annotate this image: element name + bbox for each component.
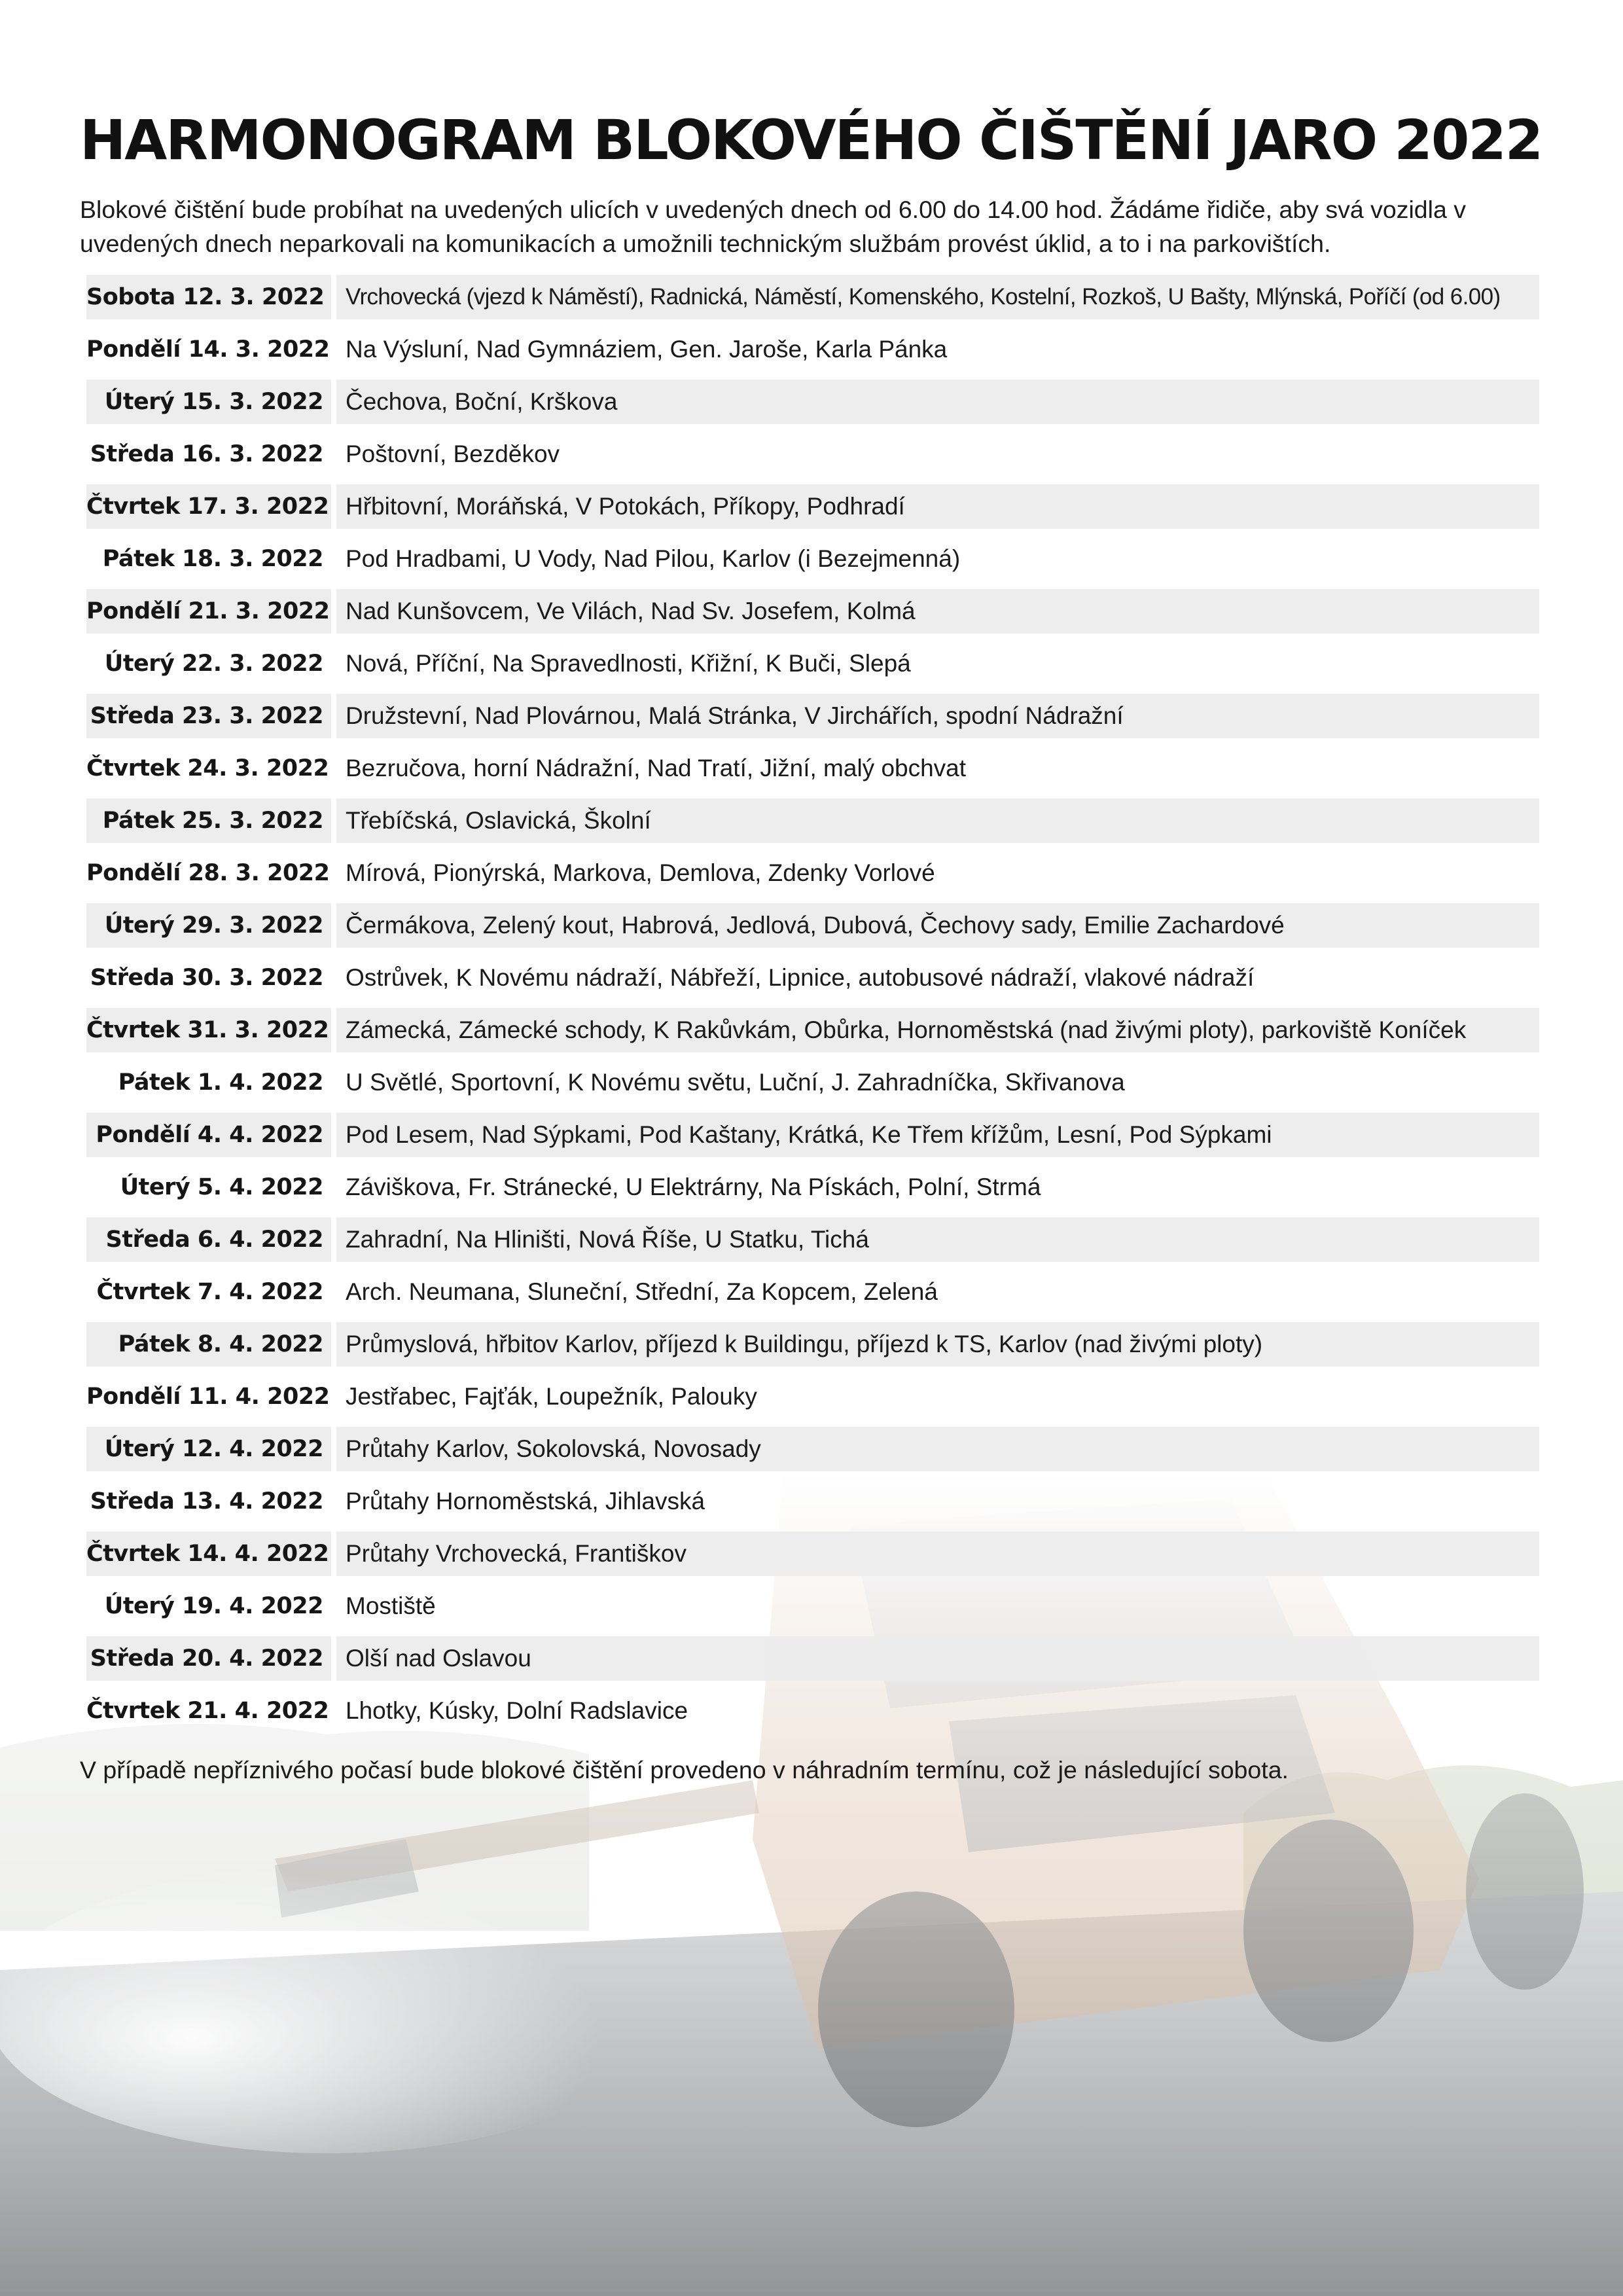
schedule-date: Středa 23. 3. 2022 [90, 703, 323, 729]
table-row [86, 1164, 1539, 1217]
table-row [86, 536, 1539, 588]
table-row [86, 1112, 1539, 1164]
schedule-streets: U Světlé, Sportovní, K Novému světu, Luční, J. Zahradníčka, Skřivanova [346, 1069, 1125, 1096]
schedule-streets: Nad Kunšovcem, Ve Vilách, Nad Sv. Josefem, Kolmá [346, 598, 916, 624]
schedule-date: Čtvrtek 17. 3. 2022 [86, 493, 329, 520]
schedule-streets: Hřbitovní, Moráňská, V Potokách, Příkopy, Podhradí [346, 493, 905, 520]
schedule-streets: Družstevní, Nad Plovárnou, Malá Stránka, V Jirchářích, spodní Nádražní [346, 702, 1124, 729]
table-row [86, 1583, 1539, 1636]
schedule-date: Úterý 12. 4. 2022 [104, 1436, 323, 1462]
schedule-streets: Čermákova, Zelený kout, Habrová, Jedlová, Dubová, Čechovy sady, Emilie Zachardové [346, 912, 1285, 939]
schedule-streets: Záviškova, Fr. Stránecké, U Elektrárny, Na Pískách, Polní, Strmá [346, 1174, 1041, 1200]
table-row [86, 1269, 1539, 1321]
schedule-date: Úterý 22. 3. 2022 [104, 651, 323, 677]
schedule-streets: Olší nad Oslavou [346, 1645, 531, 1672]
table-row [86, 955, 1539, 1007]
schedule-date: Pondělí 21. 3. 2022 [86, 598, 330, 624]
schedule-date: Středa 20. 4. 2022 [90, 1645, 323, 1672]
schedule-date: Pondělí 11. 4. 2022 [86, 1384, 330, 1410]
table-row [86, 1531, 1539, 1583]
schedule-date: Úterý 5. 4. 2022 [120, 1174, 323, 1200]
table-row [86, 641, 1539, 693]
schedule-streets: Zahradní, Na Hliništi, Nová Říše, U Statku, Tichá [346, 1226, 869, 1253]
schedule-date: Pondělí 14. 3. 2022 [86, 336, 330, 363]
table-row [86, 327, 1539, 379]
schedule-streets: Ostrůvek, K Novému nádraží, Nábřeží, Lipnice, autobusové nádraží, vlakové nádraží [346, 964, 1255, 991]
table-row [86, 1374, 1539, 1426]
schedule-date: Úterý 15. 3. 2022 [104, 389, 323, 415]
schedule-streets: Průtahy Hornoměstská, Jihlavská [346, 1488, 705, 1515]
schedule-date: Čtvrtek 21. 4. 2022 [86, 1698, 329, 1724]
schedule-streets: Jestřabec, Fajťák, Loupežník, Palouky [346, 1383, 757, 1410]
schedule-date: Pátek 1. 4. 2022 [118, 1069, 323, 1096]
table-row [86, 1007, 1539, 1060]
schedule-streets: Lhotky, Kúsky, Dolní Radslavice [346, 1697, 688, 1724]
table-row [86, 693, 1539, 745]
table-row [86, 1479, 1539, 1531]
schedule-streets: Průtahy Karlov, Sokolovská, Novosady [346, 1435, 761, 1462]
schedule-date: Pondělí 28. 3. 2022 [86, 860, 330, 886]
schedule-date: Čtvrtek 31. 3. 2022 [86, 1017, 329, 1043]
table-row [86, 903, 1539, 955]
schedule-streets: Nová, Příční, Na Spravedlnosti, Křižní, K Buči, Slepá [346, 650, 911, 677]
table-row [86, 1060, 1539, 1112]
schedule-streets: Čechova, Boční, Krškova [346, 388, 618, 415]
schedule-streets: Třebíčská, Oslavická, Školní [346, 807, 651, 834]
schedule-streets: Mostiště [346, 1592, 436, 1619]
schedule-date: Pátek 25. 3. 2022 [102, 808, 323, 834]
schedule-date: Pátek 8. 4. 2022 [118, 1331, 323, 1357]
table-row [86, 484, 1539, 536]
row-streets-background [336, 1584, 1539, 1628]
schedule-date: Sobota 12. 3. 2022 [86, 284, 325, 310]
schedule-streets: Průtahy Vrchovecká, Františkov [346, 1540, 687, 1567]
table-row [86, 798, 1539, 850]
schedule-date: Středa 13. 4. 2022 [90, 1488, 323, 1515]
schedule-date: Pondělí 4. 4. 2022 [96, 1122, 323, 1148]
schedule-date: Pátek 18. 3. 2022 [102, 546, 323, 572]
table-row [86, 274, 1539, 327]
schedule-streets: Mírová, Pionýrská, Markova, Demlova, Zdenky Vorlové [346, 859, 935, 886]
schedule-streets: Vrchovecká (vjezd k Náměstí), Radnická, Náměstí, Komenského, Kostelní, Rozkoš, U Bašty, Mlýnská, Poříčí (od 6.00) [346, 284, 1501, 310]
schedule-date: Čtvrtek 24. 3. 2022 [86, 755, 329, 781]
intro-paragraph: Blokové čištění bude probíhat na uvedených ulicích v uvedených dnech od 6.00 do 14.00 hod. Žádáme řidiče, aby svá vozidla v uvedených dnech neparkovali na komunikacích a umožnili technickým službám provést úklid, a to i na parkovištích. [80, 196, 1467, 257]
table-row [86, 1321, 1539, 1374]
schedule-date: Středa 16. 3. 2022 [90, 441, 323, 467]
page-title: HARMONOGRAM BLOKOVÉHO ČIŠTĚNÍ JARO 2022 [80, 108, 1543, 172]
table-row [86, 1688, 1539, 1740]
schedule-date: Čtvrtek 7. 4. 2022 [96, 1279, 323, 1305]
table-row [86, 588, 1539, 641]
schedule-streets: Arch. Neumana, Sluneční, Střední, Za Kopcem, Zelená [346, 1278, 938, 1305]
table-row [86, 379, 1539, 431]
schedule-streets: Pod Hradbami, U Vody, Nad Pilou, Karlov (i Bezejmenná) [346, 545, 961, 572]
schedule-streets: Bezručova, horní Nádražní, Nad Tratí, Jižní, malý obchvat [346, 755, 967, 781]
schedule-streets: Pod Lesem, Nad Sýpkami, Pod Kaštany, Krátká, Ke Třem křížům, Lesní, Pod Sýpkami [346, 1121, 1272, 1148]
schedule-date: Úterý 29. 3. 2022 [104, 912, 323, 939]
table-row [86, 745, 1539, 798]
table-row [86, 1426, 1539, 1479]
table-row [86, 850, 1539, 903]
table-row [86, 431, 1539, 484]
schedule-streets: Poštovní, Bezděkov [346, 440, 560, 467]
schedule-date: Čtvrtek 14. 4. 2022 [86, 1541, 329, 1567]
schedule-table [86, 274, 1539, 1740]
schedule-streets: Průmyslová, hřbitov Karlov, příjezd k Buildingu, příjezd k TS, Karlov (nad živými ploty) [346, 1331, 1263, 1357]
schedule-date: Úterý 19. 4. 2022 [104, 1593, 323, 1619]
weather-note: V případě nepříznivého počasí bude blokové čištění provedeno v náhradním termínu, což je následující sobota. [80, 1756, 1289, 1784]
schedule-streets: Na Výsluní, Nad Gymnáziem, Gen. Jaroše, Karla Pánka [346, 336, 948, 363]
table-row [86, 1636, 1539, 1688]
schedule-date: Středa 30. 3. 2022 [90, 965, 323, 991]
schedule-streets: Zámecká, Zámecké schody, K Rakůvkám, Obůrka, Hornoměstská (nad živými ploty), parkoviště Koníček [346, 1016, 1467, 1043]
schedule-date: Středa 6. 4. 2022 [105, 1227, 323, 1253]
table-row [86, 1217, 1539, 1269]
